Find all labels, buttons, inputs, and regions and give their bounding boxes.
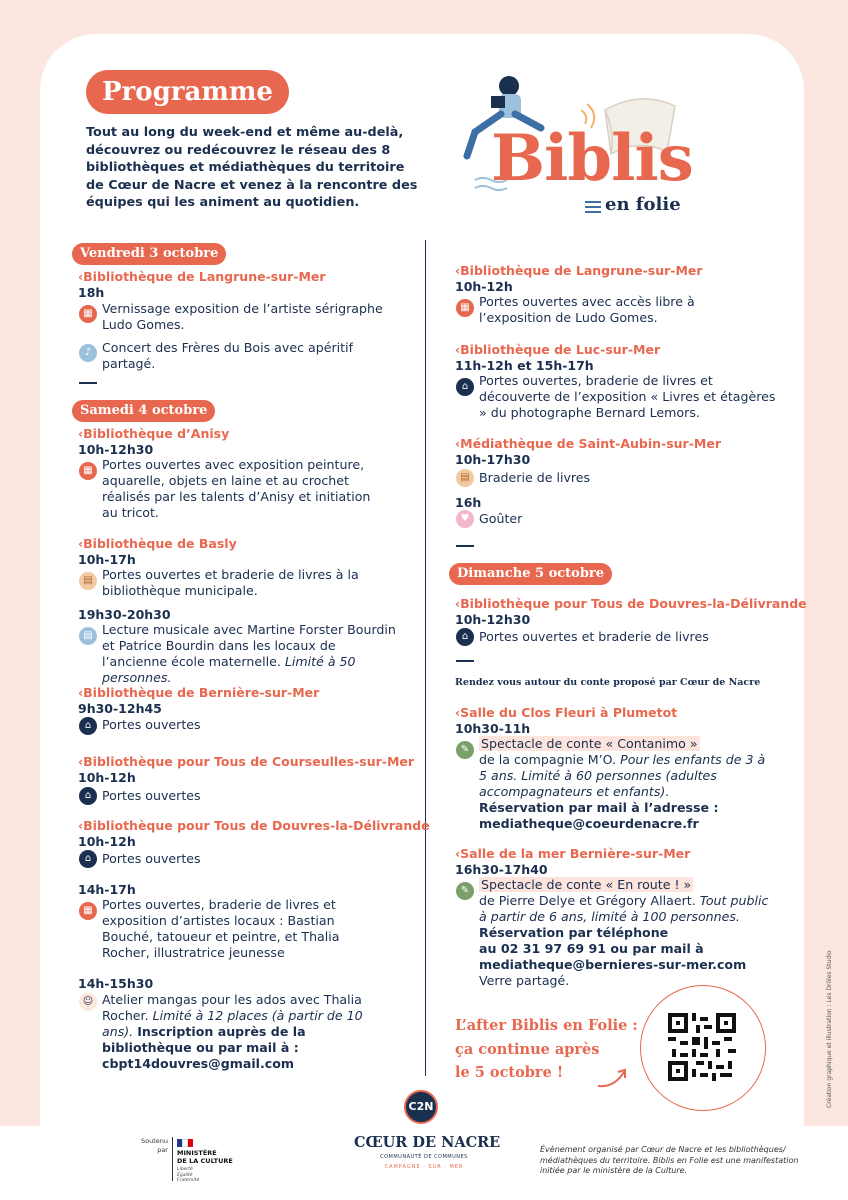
event-basly-1: Portes ouvertes et braderie de livres à la bibliothèque municipale. xyxy=(102,567,359,598)
rdv-conte: Rendez vous autour du conte proposé par Cœur de Nacre xyxy=(455,677,761,688)
books-icon: ▤ xyxy=(79,572,97,590)
column-divider xyxy=(425,240,426,1076)
after-line-1: L’after Biblis en Folie : xyxy=(455,1017,638,1034)
event-staubin-1: Braderie de livres xyxy=(479,470,591,485)
cdn-tagline: CAMPAGNE · SUR · MER xyxy=(384,1164,464,1170)
separator xyxy=(456,660,474,662)
marianne-logo xyxy=(177,1139,193,1147)
exhibition-icon: ▦ xyxy=(79,902,97,920)
lib-clos-fleuri: ‹ Salle du Clos Fleuri à Plumetot xyxy=(455,705,677,720)
time-anisy: 10h-12h30 xyxy=(78,442,154,457)
time-douvres-1: 10h-12h xyxy=(78,834,136,849)
lib-douvres-sun: ‹ Bibliothèque pour Tous de Douvres-la-Délivrande xyxy=(455,596,807,611)
library-icon: ⌂ xyxy=(79,850,97,868)
event-luc: Portes ouvertes, braderie de livres et découverte de l’exposition « Livres et étagères » du photographe Bernard Lemors. xyxy=(479,373,776,420)
library-icon: ⌂ xyxy=(456,378,474,396)
ministere-devise: Liberté Égalité Fraternité xyxy=(177,1167,200,1183)
exhibition-icon: ▦ xyxy=(79,462,97,480)
time-staubin-2: 16h xyxy=(455,495,482,510)
event-en-route: Spectacle de conte « En route ! » de Pierre Delye et Grégory Allaert. Tout public à partir de 6 ans, limité à 100 personnes. Réservation par téléphone au 02 31 97 69 91 ou par mail à mediatheque@bernieres-sur-mer.com Verre partagé. xyxy=(479,877,769,988)
time-18h: 18h xyxy=(78,285,105,300)
footer-divider xyxy=(172,1137,173,1181)
day-saturday: Samedi 4 octobre xyxy=(72,400,215,422)
event-gouter: Goûter xyxy=(479,511,523,526)
footer-note: Évènement organisé par Cœur de Nacre et les bibliothèques/ médiathèques du territoire. Biblis en Folie est une manifestation initiée par le ministère de la Culture. xyxy=(540,1145,799,1175)
event-anisy: Portes ouvertes avec exposition peinture, aquarelle, objets en laine et au crochet réalisés par les talents d’Anisy et initiation au tricot. xyxy=(102,457,371,520)
event-basly-2: Lecture musicale avec Martine Forster Bourdin et Patrice Bourdin dans les locaux de l’ancienne école maternelle. Limité à 50 personnes. xyxy=(102,622,396,685)
library-icon: ⌂ xyxy=(456,628,474,646)
event-douvres-2: Portes ouvertes, braderie de livres et exposition d’artistes locaux : Bastian Bouché, tatoueur et peintre, et Thalia Rocher, illustratrice jeunesse xyxy=(102,897,340,960)
snack-icon: ♥ xyxy=(456,510,474,528)
library-icon: ⌂ xyxy=(79,717,97,735)
event-douvres-1: Portes ouvertes xyxy=(102,851,201,866)
programme-title: Programme xyxy=(86,70,289,114)
arrow-icon xyxy=(596,1064,630,1090)
time-douvres-2: 14h-17h xyxy=(78,882,136,897)
lib-berniere: ‹ Bibliothèque de Bernière-sur-Mer xyxy=(78,685,319,700)
storytelling-icon: ✎ xyxy=(456,741,474,759)
music-icon: ♪ xyxy=(79,344,97,362)
library-icon: ⌂ xyxy=(79,787,97,805)
design-credit: Création graphique et illustration : Les Drôles Studio xyxy=(826,950,833,1108)
biblis-logo xyxy=(455,72,705,222)
time-douvres-3: 14h-15h30 xyxy=(78,976,154,991)
event-langrune-sat: Portes ouvertes avec accès libre à l’exposition de Ludo Gomes. xyxy=(479,294,695,325)
separator xyxy=(79,382,97,384)
lib-langrune-fri: ‹ Bibliothèque de Langrune-sur-Mer xyxy=(78,269,326,284)
event-courseulles: Portes ouvertes xyxy=(102,788,201,803)
logo-title: Biblis xyxy=(491,121,693,196)
event-vernissage: Vernissage exposition de l’artiste sérigraphe Ludo Gomes. xyxy=(102,301,383,332)
event-contanimo: Spectacle de conte « Contanimo » de la compagnie M’O. Pour les enfants de 3 à 5 ans. Limité à 60 personnes (adultes accompagnateurs et enfants). Réservation par mail à l’adresse : mediatheque@coeurdenacre.fr xyxy=(479,736,766,831)
c2n-logo: C2N xyxy=(404,1090,438,1124)
event-berniere: Portes ouvertes xyxy=(102,717,201,732)
exhibition-icon: ▦ xyxy=(456,299,474,317)
lib-staubin: ‹ Médiathèque de Saint-Aubin-sur-Mer xyxy=(455,436,721,451)
day-sunday: Dimanche 5 octobre xyxy=(449,563,612,585)
intro-text: Tout au long du week-end et même au-delà, découvrez ou redécouvrez le réseau des 8 bibliothèques et médiathèques du territoire de Cœur de Nacre et venez à la rencontre des équipes qui les animent au quotidien. xyxy=(86,125,418,210)
soutenu-par: Soutenu par xyxy=(140,1137,168,1154)
time-luc: 11h-12h et 15h-17h xyxy=(455,358,594,373)
time-courseulles: 10h-12h xyxy=(78,770,136,785)
event-douvres-sun: Portes ouvertes et braderie de livres xyxy=(479,629,709,644)
qr-code[interactable] xyxy=(668,1013,736,1081)
lib-salle-mer: ‹ Salle de la mer Bernière-sur-Mer xyxy=(455,846,690,861)
lib-douvres-sat: ‹ Bibliothèque pour Tous de Douvres-la-Délivrande xyxy=(78,818,430,833)
day-friday: Vendredi 3 octobre xyxy=(72,243,226,265)
event-manga: Atelier mangas pour les ados avec Thalia Rocher. Limité à 12 places (à partir de 10 ans). Inscription auprès de la bibliothèque ou par mail à : cbpt14douvres@gmail.com xyxy=(102,992,363,1071)
coeur-de-nacre-logo: CŒUR DE NACRE xyxy=(354,1134,501,1151)
ministere-name: MINISTÈRE DE LA CULTURE xyxy=(177,1149,233,1165)
lib-langrune-sat: ‹ Bibliothèque de Langrune-sur-Mer xyxy=(455,263,703,278)
manga-icon: ☺ xyxy=(79,993,97,1011)
time-langrune-sat: 10h-12h xyxy=(455,279,513,294)
cdn-subtitle: COMMUNAUTÉ DE COMMUNES xyxy=(380,1154,468,1160)
lib-anisy: ‹ Bibliothèque d’Anisy xyxy=(78,426,229,441)
lib-basly: ‹ Bibliothèque de Basly xyxy=(78,536,237,551)
reading-icon: ▤ xyxy=(79,627,97,645)
time-berniere: 9h30-12h45 xyxy=(78,701,162,716)
storytelling-icon: ✎ xyxy=(456,882,474,900)
lib-luc: ‹ Bibliothèque de Luc-sur-Mer xyxy=(455,342,660,357)
after-line-3: le 5 octobre ! xyxy=(455,1064,564,1081)
exhibition-icon: ▦ xyxy=(79,305,97,323)
books-icon: ▤ xyxy=(456,469,474,487)
after-line-2: ça continue après xyxy=(455,1040,600,1058)
time-basly-2: 19h30-20h30 xyxy=(78,607,171,622)
lib-courseulles: ‹ Bibliothèque pour Tous de Courseulles-sur-Mer xyxy=(78,754,414,769)
time-basly-1: 10h-17h xyxy=(78,552,136,567)
time-salle-mer: 16h30-17h40 xyxy=(455,862,548,877)
time-clos-fleuri: 10h30-11h xyxy=(455,721,531,736)
logo-subtitle: en folie xyxy=(605,194,681,215)
time-douvres-sun: 10h-12h30 xyxy=(455,612,531,627)
separator xyxy=(456,545,474,547)
time-staubin-1: 10h-17h30 xyxy=(455,452,531,467)
event-concert: Concert des Frères du Bois avec apéritif partagé. xyxy=(102,340,354,371)
